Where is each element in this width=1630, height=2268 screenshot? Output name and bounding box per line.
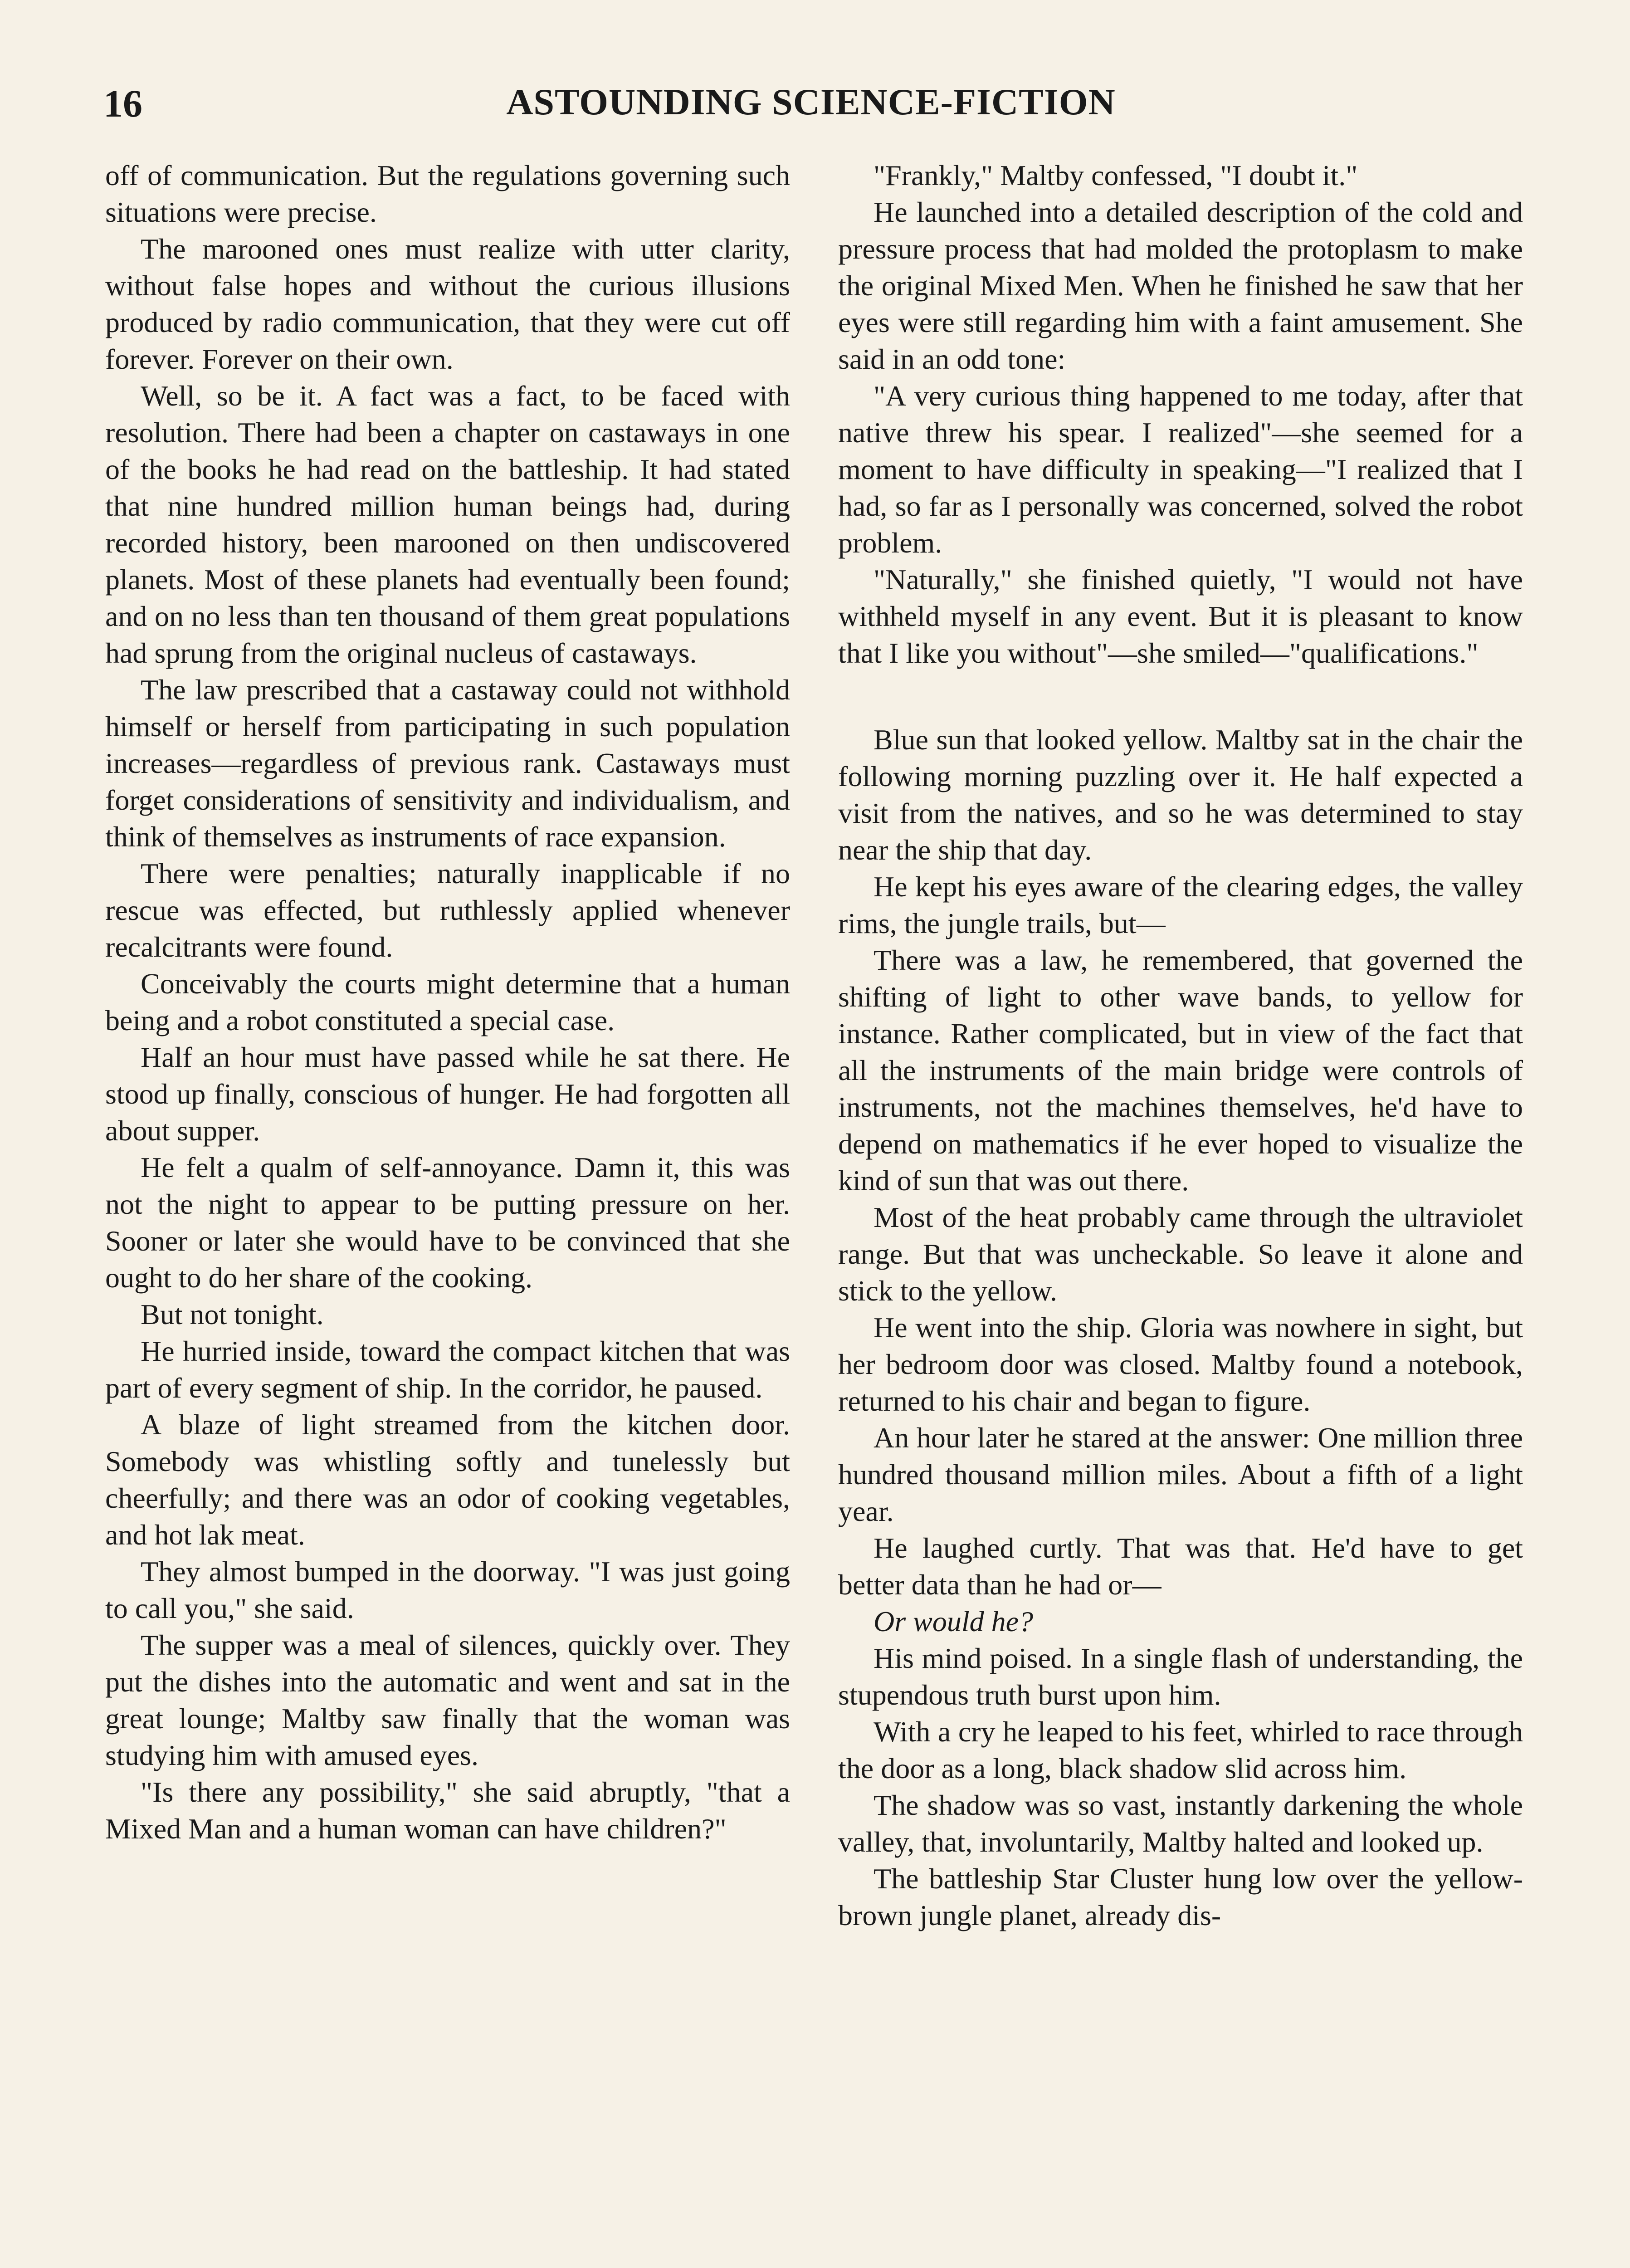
paragraph: There was a law, he remembered, that governed the shifting of light to other wave bands, to yellow for instance. Rather complicated, but in view of the fact that all the instruments of the main bridge were controls of instruments, not the machines themselves, he'd have to depend on mathematics if he ever hoped to visualize the kind of sun that was out there. bbox=[838, 944, 1523, 1197]
paragraph: Blue sun that looked yellow. Maltby sat in the chair the following morning puzzling over it. He half expected a visit from the natives, and so he was determined to stay near the ship that day. bbox=[838, 723, 1523, 866]
paragraph: His mind poised. In a single flash of understanding, the stupendous truth burst upon him. bbox=[838, 1642, 1523, 1711]
paragraph: Well, so be it. A fact was a fact, to be faced with resolution. There had been a chapter on castaways in one of the books he had read on the battleship. It had stated that nine hundred million human beings had, during recorded history, been marooned on then undiscovered planets. Most of these planets had eventually been found; and on no less than ten thousand of them great populations had sprung from the original nucleus of castaways. bbox=[105, 380, 790, 669]
paragraph: He kept his eyes aware of the clearing edges, the valley rims, the jungle trails, but— bbox=[838, 870, 1523, 939]
paragraph: They almost bumped in the doorway. "I was just going to call you," she said. bbox=[105, 1555, 790, 1624]
paragraph: "Frankly," Maltby confessed, "I doubt it." bbox=[874, 159, 1358, 191]
paragraph: Or would he? bbox=[874, 1605, 1033, 1637]
paragraph: He went into the ship. Gloria was nowhere in sight, but her bedroom door was closed. Maltby found a notebook, returned to his chair and began to figure. bbox=[838, 1311, 1523, 1417]
page-number: 16 bbox=[103, 82, 142, 125]
paragraph: An hour later he stared at the answer: One million three hundred thousand million miles. About a fifth of a light year. bbox=[838, 1422, 1523, 1527]
right-column bbox=[838, 157, 1523, 2268]
page-header bbox=[103, 81, 1518, 135]
paragraph: A blaze of light streamed from the kitchen door. Somebody was whistling softly and tunelessly but cheerfully; and there was an odor of cooking vegetables, and hot lak meat. bbox=[105, 1408, 790, 1551]
paragraph: "Is there any possibility," she said abruptly, "that a Mixed Man and a human woman can have children?" bbox=[105, 1776, 790, 1845]
paragraph: But not tonight. bbox=[141, 1298, 324, 1330]
paragraph: The marooned ones must realize with utter clarity, without false hopes and without the curious illusions produced by radio communication, that they were cut off forever. Forever on their own. bbox=[105, 233, 790, 375]
left-column bbox=[105, 157, 790, 2268]
paragraph: The battleship Star Cluster hung low over the yellow-brown jungle planet, already dis- bbox=[838, 1862, 1523, 1931]
magazine-title: ASTOUNDING SCIENCE-FICTION bbox=[506, 81, 1116, 122]
paragraph: He launched into a detailed description of the cold and pressure process that had molded the protoplasm to make the original Mixed Men. When he finished he saw that her eyes were still regarding him with a faint amusement. She said in an odd tone: bbox=[838, 196, 1523, 375]
paragraph: There were penalties; naturally inapplicable if no rescue was effected, but ruthlessly applied whenever recalcitrants were found. bbox=[105, 857, 790, 963]
paragraph: With a cry he leaped to his feet, whirled to race through the door as a long, black shadow slid across him. bbox=[838, 1716, 1523, 1784]
paragraph: Most of the heat probably came through the ultraviolet range. But that was uncheckable. So leave it alone and stick to the yellow. bbox=[838, 1201, 1523, 1307]
paragraph: "Naturally," she finished quietly, "I would not have withheld myself in any event. But it is pleasant to know that I like you without"—she smiled—"qualifications." bbox=[838, 563, 1523, 669]
paragraph: The law prescribed that a castaway could not withhold himself or herself from participating in such population increases—regardless of previous rank. Castaways must forget considerations of sensitivity and individualism, and think of themselves as instruments of race expansion. bbox=[105, 674, 790, 853]
paragraph: The shadow was so vast, instantly darkening the whole valley, that, involuntarily, Maltby halted and looked up. bbox=[838, 1789, 1523, 1858]
paragraph: The supper was a meal of silences, quickly over. They put the dishes into the automatic and went and sat in the great lounge; Maltby saw finally that the woman was studying him with amused eyes. bbox=[105, 1629, 790, 1771]
paragraph: He hurried inside, toward the compact kitchen that was part of every segment of ship. In the corridor, he paused. bbox=[105, 1335, 790, 1404]
paragraph: He laughed curtly. That was that. He'd have to get better data than he had or— bbox=[838, 1532, 1523, 1601]
section-break bbox=[838, 671, 1523, 721]
paragraph: He felt a qualm of self-annoyance. Damn it, this was not the night to appear to be putting pressure on her. Sooner or later she would have to be convinced that she ought to do her share of the cooking. bbox=[105, 1151, 790, 1294]
paragraph: Conceivably the courts might determine that a human being and a robot constituted a special case. bbox=[105, 968, 790, 1036]
paragraph: Half an hour must have passed while he sat there. He stood up finally, conscious of hunger. He had forgotten all about supper. bbox=[105, 1041, 790, 1147]
paragraph: "A very curious thing happened to me today, after that native threw his spear. I realized"—she seemed for a moment to have difficulty in speaking—"I realized that I had, so far as I personally was concerned, solved the robot problem. bbox=[838, 380, 1523, 559]
paragraph: off of communication. But the regulations governing such situations were precise. bbox=[105, 159, 790, 228]
